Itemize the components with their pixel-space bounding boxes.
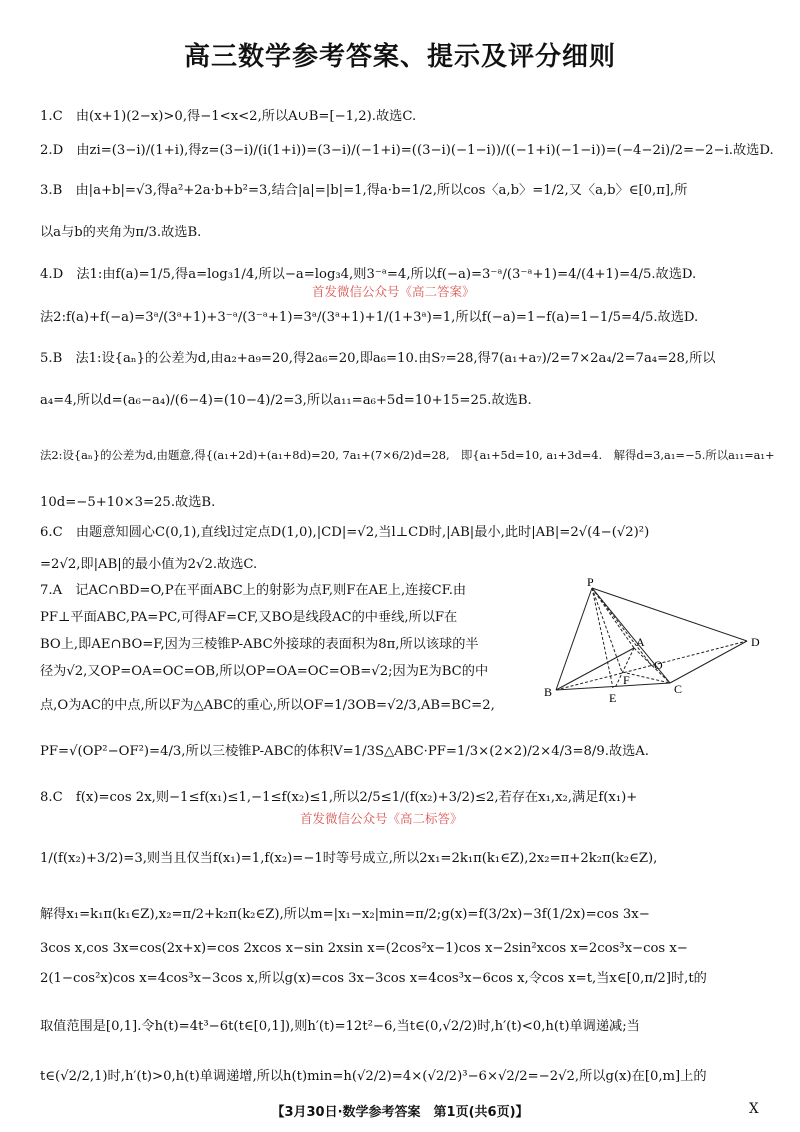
answer-8-line-2: 1/(f(x₂)+3/2)=3,则当且仅当f(x₁)=1,f(x₂)=−1时等号成立,所以2x₁=2k₁π(k₁∈Z),2x₂=π+2k₂π(k₂∈Z),	[40, 851, 658, 866]
answer-7-line-6: PF=√(OP²−OF²)=4/3,所以三棱锥P-ABC的体积V=1/3S△ABC·PF=1/3×(2×2)/2×4/3=8/9.故选A.	[40, 744, 649, 759]
footer-mark: X	[749, 1101, 759, 1117]
answer-7-line-1: 7.A 记AC∩BD=O,P在平面ABC上的射影为点F,则F在AE上,连接CF.由	[40, 583, 467, 598]
answer-7-line-4: 径为√2,又OP=OA=OC=OB,所以OP=OA=OC=OB=√2;因为E为BC的中	[40, 664, 489, 679]
watermark-2: 首发微信公众号《高二标答》	[300, 811, 463, 826]
answer-7-line-5: 点,O为AC的中点,所以F为△ABC的重心,所以OF=1/3OB=√2/3,AB=BC=2,	[40, 698, 495, 713]
answer-6-line-2: =2√2,即|AB|的最小值为2√2.故选C.	[40, 557, 258, 572]
pyramid-figure	[540, 576, 770, 716]
answer-8-line-3: 解得x₁=k₁π(k₁∈Z),x₂=π/2+k₂π(k₂∈Z),所以m=|x₁−x₂|min=π/2;g(x)=f(3/2x)−3f(1/2x)=cos 3x−	[40, 907, 650, 922]
page-footer: 【3月30日·数学参考答案 第1页(共6页)】	[271, 1105, 529, 1120]
answer-8-line-6: 取值范围是[0,1].令h(t)=4t³−6t(t∈[0,1]),则h′(t)=12t²−6,当t∈(0,√2/2)时,h′(t)<0,h(t)单调递减;当	[40, 1019, 640, 1034]
label-b: B	[544, 685, 553, 699]
label-c: C	[674, 682, 683, 696]
watermark-1: 首发微信公众号《高二答案》	[312, 284, 475, 299]
answer-5-method-2-line-1: 法2:设{aₙ}的公差为d,由题意,得{(a₁+2d)+(a₁+8d)=20, 7a₁+(7×6/2)d=28, 即{a₁+5d=10, a₁+3d=4. 解得d=3,a₁=−5.所以a₁₁=a₁+	[40, 448, 775, 462]
label-a: A	[636, 635, 645, 649]
answer-2-line: 2.D 由zi=(3−i)/(1+i),得z=(3−i)/(i(1+i))=(3−i)/(−1+i)=((3−i)(−1−i))/((−1+i)(−1−i))=(−4−2i)/2=−2−i.故选D.	[40, 143, 774, 158]
answer-1-line: 1.C 由(x+1)(2−x)>0,得−1<x<2,所以A∪B=[−1,2).故选C.	[40, 109, 417, 124]
label-p: P	[587, 576, 594, 589]
answer-3-line-2: 以a与b的夹角为π/3.故选B.	[40, 225, 202, 240]
answer-5-method-1-line-1: 5.B 法1:设{aₙ}的公差为d,由a₂+a₉=20,得2a₆=20,即a₆=10.由S₇=28,得7(a₁+a₇)/2=7×2a₄/2=7a₄=28,所以	[40, 351, 716, 366]
page-title: 高三数学参考答案、提示及评分细则	[183, 42, 616, 72]
label-d: D	[751, 635, 760, 649]
answer-5-method-2-line-2: 10d=−5+10×3=25.故选B.	[40, 495, 216, 510]
answer-7-line-3: BO上,即AE∩BO=F,因为三棱锥P-ABC外接球的表面积为8π,所以该球的半	[40, 637, 479, 652]
answer-8-line-7: t∈(√2/2,1)时,h′(t)>0,h(t)单调递增,所以h(t)min=h(√2/2)=4×(√2/2)³−6×√2/2=−2√2,所以g(x)在[0,m]上的	[40, 1069, 707, 1084]
answer-6-line-1: 6.C 由题意知圆心C(0,1),直线l过定点D(1,0),|CD|=√2,当l⊥CD时,|AB|最小,此时|AB|=2√(4−(√2)²)	[40, 525, 650, 540]
answer-7-line-2: PF⊥平面ABC,PA=PC,可得AF=CF,又BO是线段AC的中垂线,所以F在	[40, 610, 458, 625]
answer-8-line-4: 3cos x,cos 3x=cos(2x+x)=cos 2xcos x−sin 2xsin x=(2cos²x−1)cos x−2sin²xcos x=2cos³x−cos x−	[40, 941, 688, 956]
label-e: E	[609, 691, 617, 705]
answer-8-line-5: 2(1−cos²x)cos x=4cos³x−3cos x,所以g(x)=cos 3x−3cos x=4cos³x−6cos x,令cos x=t,当x∈[0,π/2]时,t的	[40, 971, 707, 986]
answer-4-method-1: 4.D 法1:由f(a)=1/5,得a=log₃1/4,所以−a=log₃4,则3⁻ᵃ=4,所以f(−a)=3⁻ᵃ/(3⁻ᵃ+1)=4/(4+1)=4/5.故选D.	[40, 267, 697, 282]
label-f: F	[623, 673, 630, 687]
answer-3-line-1: 3.B 由|a+b|=√3,得a²+2a·b+b²=3,结合|a|=|b|=1,得a·b=1/2,所以cos〈a,b〉=1/2,又〈a,b〉∈[0,π],所	[40, 183, 688, 198]
answer-4-method-2: 法2:f(a)+f(−a)=3ᵃ/(3ᵃ+1)+3⁻ᵃ/(3⁻ᵃ+1)=3ᵃ/(3ᵃ+1)+1/(1+3ᵃ)=1,所以f(−a)=1−f(a)=1−1/5=4/5.故选D.	[40, 310, 699, 325]
label-o: O	[654, 658, 663, 672]
answer-8-line-1: 8.C f(x)=cos 2x,则−1≤f(x₁)≤1,−1≤f(x₂)≤1,所以2/5≤1/(f(x₂)+3/2)≤2,若存在x₁,x₂,满足f(x₁)+	[40, 790, 638, 805]
answer-5-method-1-line-2: a₄=4,所以d=(a₆−a₄)/(6−4)=(10−4)/2=3,所以a₁₁=a₆+5d=10+15=25.故选B.	[40, 393, 532, 408]
